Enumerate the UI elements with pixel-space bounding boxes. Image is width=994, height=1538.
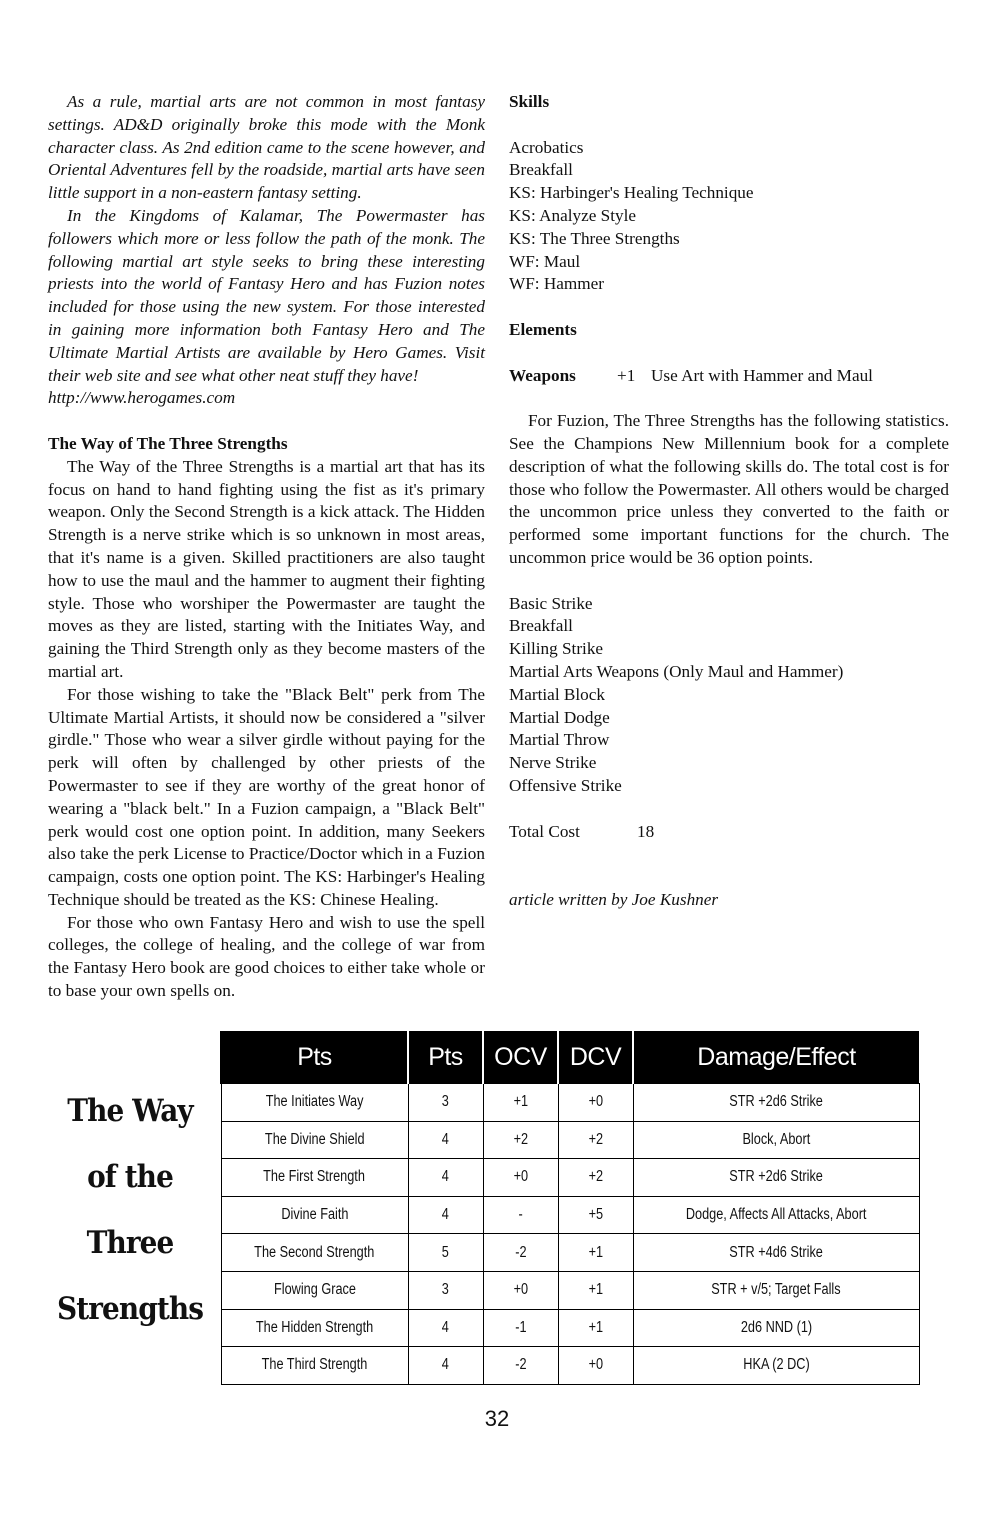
table-cell: STR +4d6 Strike — [729, 1243, 823, 1261]
list-item: Killing Strike — [509, 639, 604, 659]
list-item: Martial Block — [509, 684, 605, 704]
intro-paragraph-2: In the Kingdoms of Kalamar, The Powermaster has followers which more or less follow the path of the monk. The following martial art style seeks to bring these interesting priests into the world of Fantasy Hero and has Fuzion notes included for those using the new system. For those interested in gaining more information both Fantasy Hero and The Ultimate Martial Artists are available by Hero Games. Visit their web site and see what other neat stuff they have! — [48, 205, 485, 385]
table-cell: HKA (2 DC) — [742, 1356, 810, 1374]
section-heading: The Way of The Three Strengths — [48, 433, 288, 453]
table-cell: 4 — [441, 1318, 450, 1336]
table-cell: 4 — [441, 1206, 450, 1224]
table-cell: +2 — [588, 1130, 603, 1148]
table-cell: 3 — [441, 1281, 450, 1299]
table-row — [221, 1084, 919, 1122]
table-cell: STR +2d6 Strike — [729, 1168, 823, 1186]
table-cell: +1 — [588, 1243, 603, 1261]
author-credit: article written by Joe Kushner — [509, 889, 719, 909]
list-item: Acrobatics — [509, 137, 584, 157]
table-cell: +1 — [588, 1318, 603, 1336]
table-cell: STR +2d6 Strike — [729, 1093, 823, 1111]
table-cell: The Second Strength — [254, 1243, 375, 1261]
fuzion-skills-list — [509, 593, 949, 798]
column-header: Pts — [408, 1031, 483, 1084]
table-row — [221, 1309, 919, 1347]
table-title-line: of the — [87, 1159, 173, 1195]
list-item: KS: The Three Strengths — [509, 228, 680, 248]
fuzion-paragraph: For Fuzion, The Three Strengths has the following statistics. See the Champions New Millennium book for a complete description of what the following skills do. The total cost is for those who follow the Powermaster. All others would be charged the uncommon price unless they converted to the faith or performed some important functions for the church. The uncommon price would be 36 option points. — [509, 411, 949, 567]
column-header: OCV — [483, 1031, 558, 1084]
skills-heading: Skills — [509, 92, 550, 111]
weapons-cost: +1 — [617, 365, 636, 385]
page-number: 32 — [484, 1406, 510, 1431]
list-item: KS: Harbinger's Healing Technique — [509, 183, 754, 203]
total-cost-value: 18 — [637, 821, 655, 841]
table-cell: +5 — [588, 1206, 603, 1224]
website-link[interactable]: http://www.herogames.com — [48, 388, 236, 408]
table-cell: +0 — [588, 1093, 603, 1111]
table-row — [221, 1271, 919, 1309]
table-cell: +1 — [588, 1281, 603, 1299]
column-header: Damage/Effect — [633, 1031, 919, 1084]
table-cell: STR + v/5; Target Falls — [711, 1281, 841, 1299]
list-item: KS: Analyze Style — [509, 205, 636, 225]
table-cell: The Third Strength — [261, 1356, 368, 1374]
table-cell: Flowing Grace — [273, 1281, 356, 1299]
list-item: WF: Maul — [509, 251, 581, 271]
maneuvers-table — [220, 1031, 920, 1385]
body-paragraph-3: For those who own Fantasy Hero and wish to use the spell colleges, the college of healing, and the college of war from the Fantasy Hero book are good choices to either take whole or to base your own spells on. — [48, 912, 485, 1001]
table-row — [221, 1347, 919, 1385]
list-item: Breakfall — [509, 616, 573, 636]
intro-paragraph-1: As a rule, martial arts are not common in most fantasy settings. AD&D originally broke this mode with the Monk character class. As 2nd edition came to the scene however, and Oriental Adventures fell by the roadside, martial arts have seen little support in a non-eastern fantasy setting. — [48, 92, 485, 203]
table-cell: +0 — [513, 1281, 528, 1299]
list-item: Martial Throw — [509, 730, 610, 750]
left-column — [48, 91, 485, 1003]
table-row — [221, 1196, 919, 1234]
table-row — [221, 1234, 919, 1272]
list-item: Breakfall — [509, 160, 573, 180]
table-cell: -1 — [514, 1318, 527, 1336]
elements-heading: Elements — [509, 319, 577, 339]
right-column — [509, 91, 949, 912]
weapons-label: Weapons — [509, 365, 576, 385]
table-row — [221, 1159, 919, 1197]
table-title-line: The Way — [67, 1093, 193, 1129]
table-header-row — [221, 1031, 919, 1084]
list-item: Offensive Strike — [509, 775, 622, 795]
table-cell: Block, Abort — [742, 1130, 810, 1148]
table-cell: -2 — [514, 1356, 527, 1374]
table-cell: +2 — [513, 1130, 528, 1148]
list-item: WF: Hammer — [509, 274, 604, 294]
column-header: Pts — [221, 1031, 408, 1084]
list-item: Nerve Strike — [509, 753, 597, 773]
list-item: Martial Arts Weapons (Only Maul and Hammer) — [509, 661, 844, 681]
table-cell: The Divine Shield — [264, 1130, 365, 1148]
table-title-line: Strengths — [56, 1291, 204, 1327]
weapons-description: Use Art with Hammer and Maul — [651, 365, 873, 385]
table-row — [221, 1121, 919, 1159]
table-cell: 4 — [441, 1356, 450, 1374]
table-cell: +0 — [513, 1168, 528, 1186]
list-item: Martial Dodge — [509, 707, 610, 727]
body-paragraph-1: The Way of the Three Strengths is a martial art that has its focus on hand to hand fighting using the fist as it's primary weapon. Only the Second Strength is a kick attack. The Hidden Strength is a nerve strike which is so unknown in most areas, that it's name is a given. Skilled practitioners are also taught how to use the maul and the hammer to augment their fighting style. Those who worshiper the Powermaster are taught the moves as they are listed, starting with the Initiates Way, and gaining the Third Strength only as they become masters of the martial art. — [48, 456, 485, 681]
table-cell: The Hidden Strength — [255, 1318, 374, 1336]
table-title-line: Three — [86, 1225, 174, 1261]
table-cell: +2 — [588, 1168, 603, 1186]
table-cell: 2d6 NND (1) — [740, 1318, 812, 1336]
table-cell: Dodge, Affects All Attacks, Abort — [685, 1206, 867, 1224]
table-cell: - — [518, 1206, 523, 1224]
weapons-row — [509, 365, 949, 388]
table-cell: -2 — [514, 1243, 527, 1261]
table-cell: +0 — [588, 1356, 603, 1374]
total-cost-label: Total Cost — [509, 821, 580, 841]
body-paragraph-2: For those wishing to take the "Black Belt" perk from The Ultimate Martial Artists, it should now be considered a "silver girdle." Those who wear a silver girdle without paying for the perk will often by challenged by other priests of the Powermaster to see if they are worthy of the great honor of wearing a "black belt." In a Fuzion campaign, a "Black Belt" perk would cost one option point. In addition, many Seekers also take the perk License to Practice/Doctor which in a Fuzion campaign, costs one option point. The KS: Harbinger's Healing Technique should be treated as the KS: Chinese Healing. — [48, 684, 485, 909]
total-cost-row — [509, 821, 949, 844]
table-cell: The First Strength — [263, 1168, 366, 1186]
skills-list — [509, 137, 949, 297]
table-cell: +1 — [513, 1093, 528, 1111]
table-cell: The Initiates Way — [265, 1093, 364, 1111]
table-cell: 5 — [441, 1243, 450, 1261]
table-cell: 3 — [441, 1093, 450, 1111]
column-header: DCV — [558, 1031, 633, 1084]
table-cell: Divine Faith — [280, 1206, 349, 1224]
table-cell: 4 — [441, 1130, 450, 1148]
table-cell: 4 — [441, 1168, 450, 1186]
table-title — [40, 1078, 220, 1342]
list-item: Basic Strike — [509, 593, 593, 613]
